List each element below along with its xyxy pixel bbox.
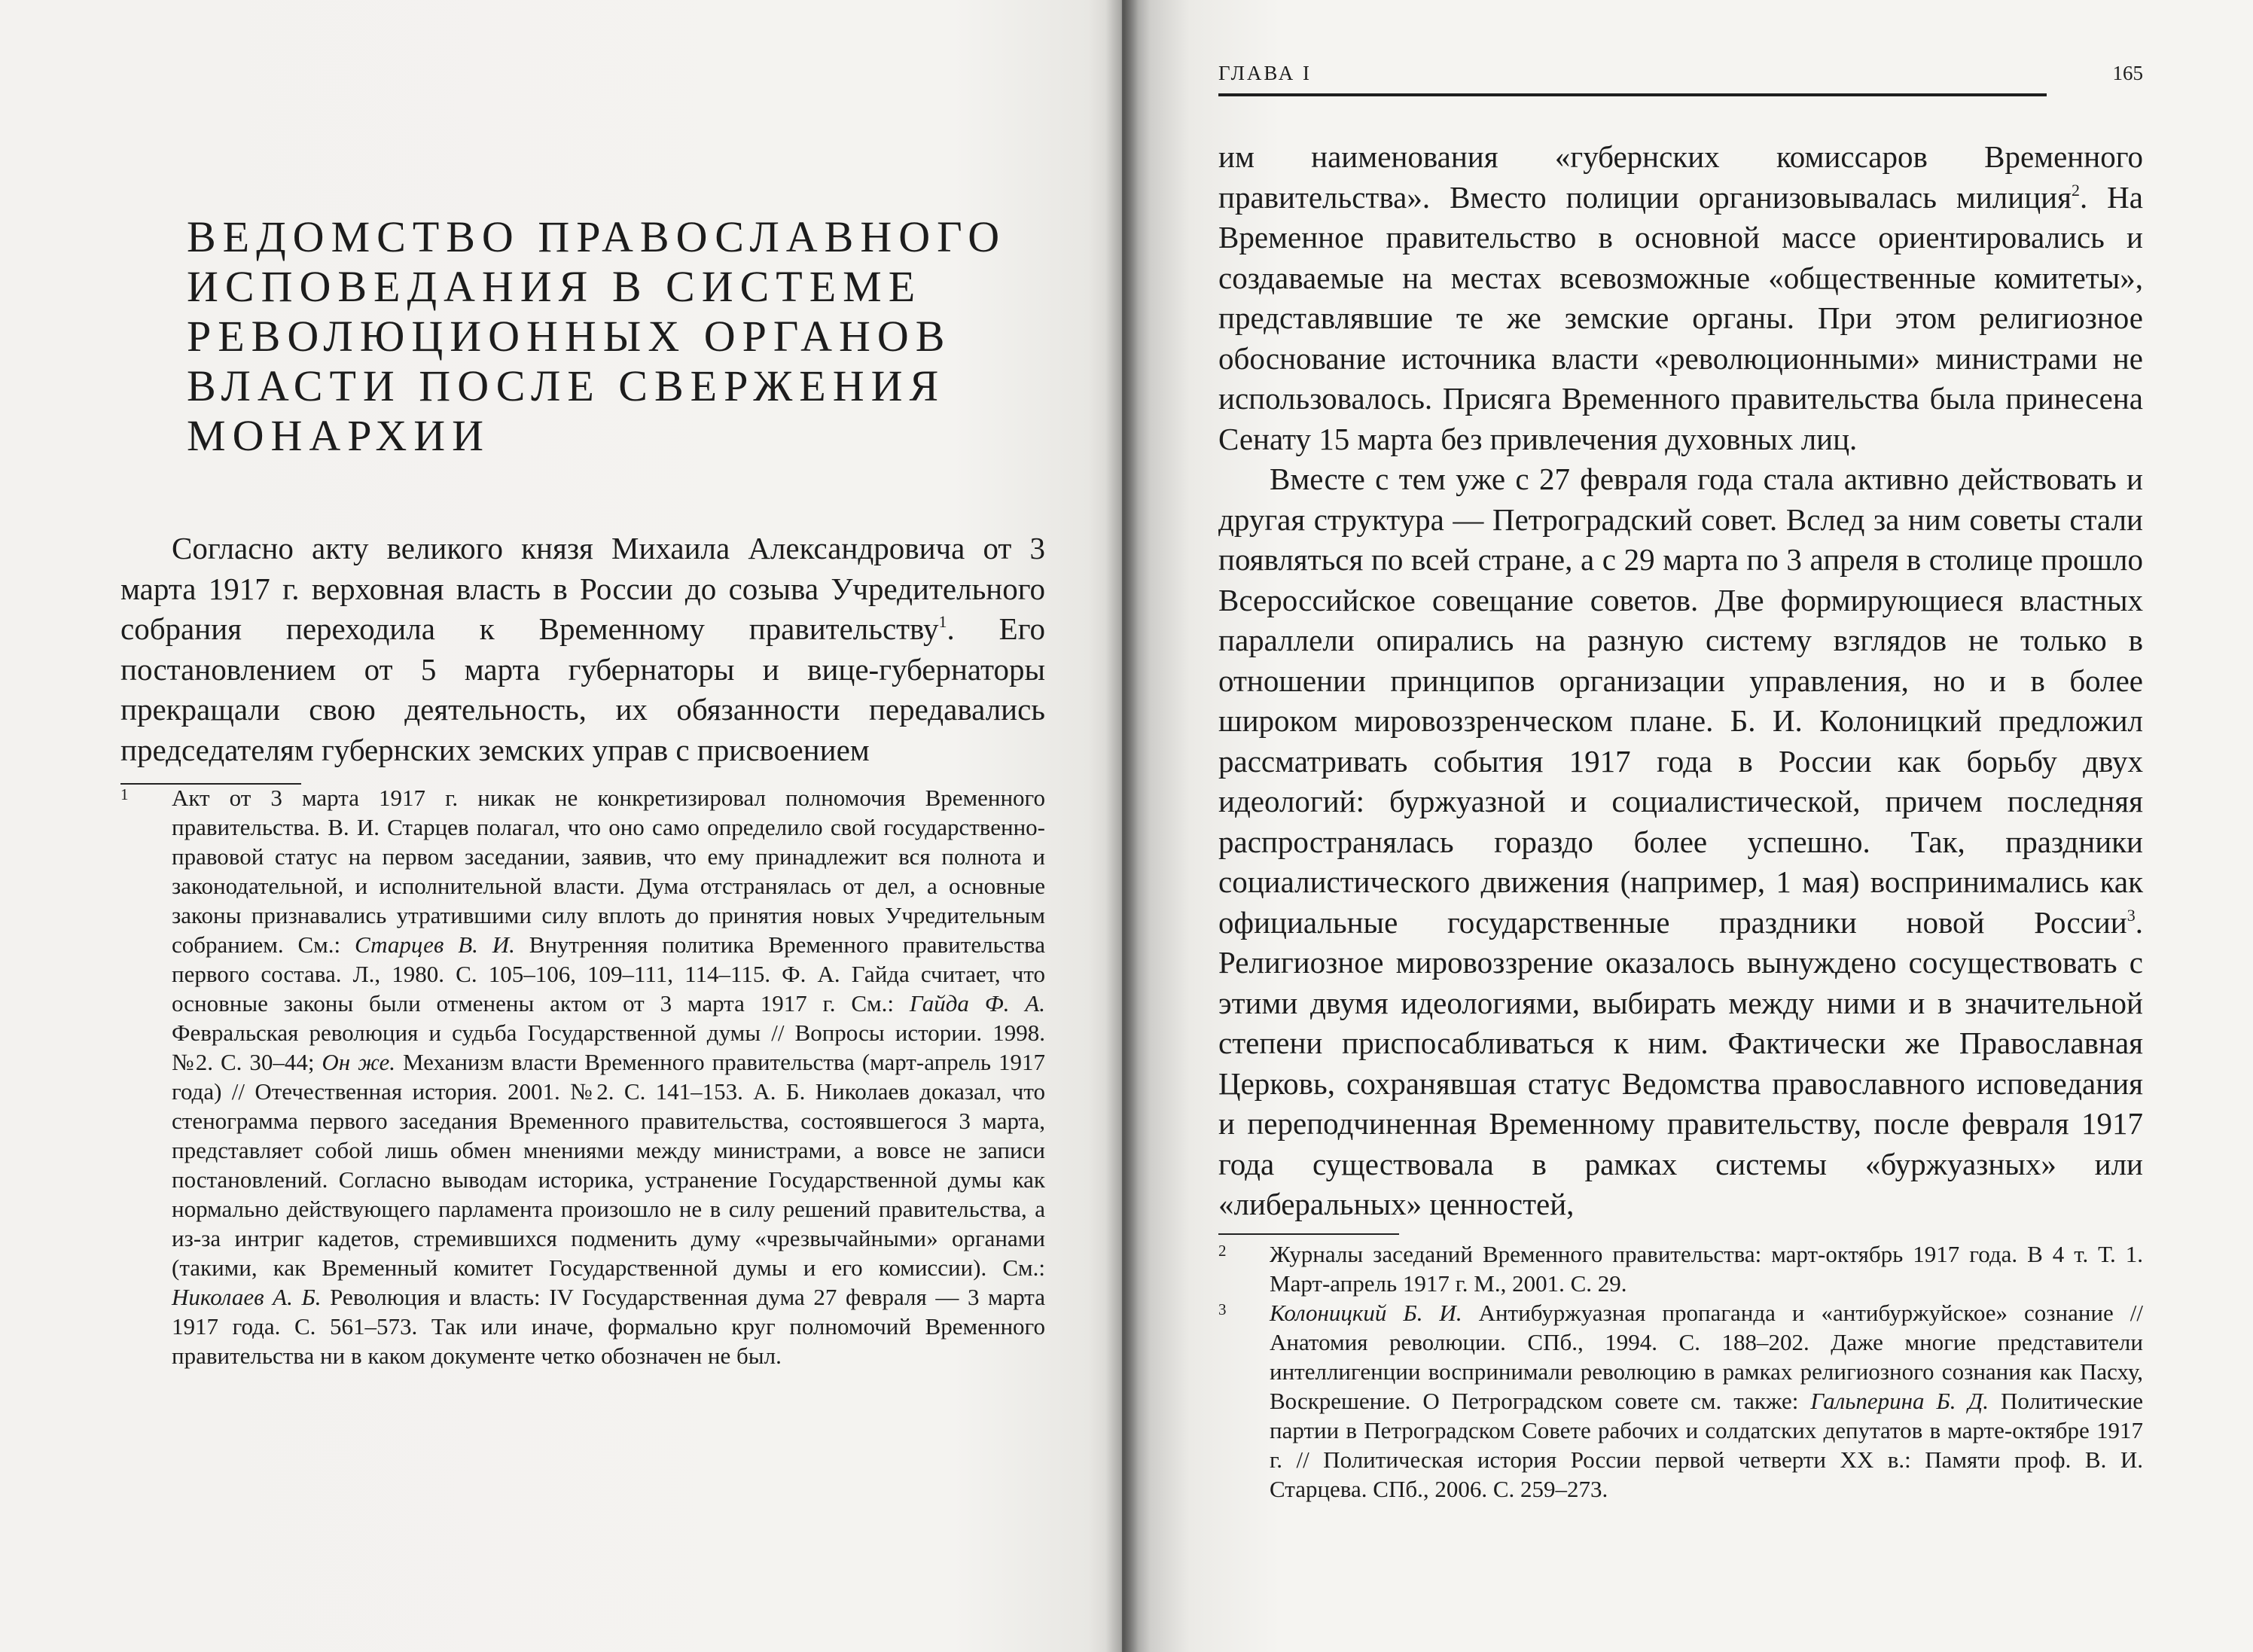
left-body-text (120, 529, 1045, 770)
footnote-2: 2 Журналы заседаний Временного правительства: март-октябрь 1917 года. В 4 т. Т. 1. Март-апрель 1917 г. М., 2001. С. 29. (1218, 1239, 2143, 1298)
footnote-number: 3 (1218, 1300, 1227, 1318)
running-head (1218, 62, 2143, 96)
footnote-separator (1218, 1233, 1399, 1235)
footnote-3: 3 Колоницкий Б. И. Антибуржуазная пропаганда и «антибуржуйское» сознание // Анатомия революции. СПб., 1994. С. 188–202. Даже многие представители интеллигенции воспринимали революцию в рамках религиозного сознания как Пасху, Воскрешение. О Петроградском совете см. также: Гальперина Б. Д. Политические партии в Петроградском Совете рабочих и солдатских депутатов в марте-октябре 1917 г. // Политическая история России первой четверти XX в.: Памяти проф. В. И. Старцева. СПб., 2006. С. 259–273. (1218, 1298, 2143, 1504)
chapter-title: ВЕДОМСТВО ПРАВОСЛАВНОГО ИСПОВЕДАНИЯ В СИСТЕМЕ РЕВОЛЮЦИОННЫХ ОРГАНОВ ВЛАСТИ ПОСЛЕ СВЕРЖЕНИЯ МОНАРХИИ (187, 212, 1007, 460)
left-footnotes (120, 783, 1045, 1370)
running-head-chapter: ГЛАВА I (1218, 62, 1312, 84)
footnote-number: 2 (1218, 1242, 1227, 1260)
right-paragraph-1: им наименования «губернских комиссаров Временного правительства». Вместо полиции организовывалась милиция$^2$. На Временное правительство в основной массе ориентировались и создаваемые на местах всевозможные «общественные комитеты», представлявшие те же земские органы. При этом религиозное обоснование источника власти «революционными» министрами не использовалось. Присяга Временного правительства была принесена Сенату 15 марта без привлечения духовных лиц. (1218, 139, 2143, 456)
right-footnotes (1218, 1239, 2143, 1504)
right-paragraph-2: Вместе с тем уже с 27 февраля года стала активно действовать и другая структура — Петроградский совет. Вслед за ним советы стали появляться по всей стране, а с 29 марта по 3 апреля в столице прошло Всероссийское совещание советов. Две формирующиеся властных параллели опирались на разную систему взглядов не только в отношении принципов организации управления, но и в более широком мировоззренческом плане. Б. И. Колоницкий предложил рассматривать события 1917 года в России как борьбу двух идеологий: буржуазной и социалистической, причем последняя распространялась гораздо более успешно. Так, праздники социалистического движения (например, 1 мая) воспринимались как официальные государственные праздники новой России$^3$. Религиозное мировоззрение оказалось вынуждено сосуществовать с этими двумя идеологиями, выбирать между ними и в значительной степени приспосабливаться к ним. Фактически же Православная Церковь, сохранявшая статус Ведомства православного исповедания и переподчиненная Временному правительству, после февраля 1917 года существовала в рамках системы «буржуазных» или «либеральных» ценностей, (1218, 462, 2143, 1221)
footnote-number: 1 (120, 785, 129, 803)
left-page (0, 0, 1122, 1652)
header-rule (1218, 93, 2047, 96)
footnote-ref-3[interactable]: 3 (2126, 905, 2136, 925)
right-page (1122, 0, 2253, 1652)
page-number: 165 (2112, 62, 2143, 84)
left-paragraph: Согласно акту великого князя Михаила Александровича от 3 марта 1917 г. верховная власть в России до созыва Учредительного собрания переходила к Временному правительству$^1$. Его постановлением от 5 марта губернаторы и вице-губернаторы прекращали свою деятельность, их обязанности передавались председателям губернских земских управ с присвоением (120, 531, 1045, 767)
footnote-ref-2[interactable]: 2 (2071, 180, 2080, 200)
gutter-shadow (1105, 0, 1139, 1652)
footnote-ref-1[interactable]: 1 (938, 612, 947, 631)
right-body-text (1218, 137, 2143, 1225)
footnote-1: 1 Акт от 3 марта 1917 г. никак не конкретизировал полномочия Временного правительства. В. И. Старцев полагал, что оно само определило свой государственно-правовой статус на первом заседании, заявив, что ему принадлежит вся полнота и законодательной, и исполнительной власти. Дума отстранялась от дел, а основные законы признавались утратившими силу вплоть до принятия новых Учредительным собранием. См.: Старцев В. И. Внутренняя политика Временного правительства первого состава. Л., 1980. С. 105–106, 109–111, 114–115. Ф. А. Гайда считает, что основные законы были отменены актом от 3 марта 1917 г. См.: Гайда Ф. А. Февральская революция и судьба Государственной думы // Вопросы истории. 1998. №2. С. 30–44; Он же. Механизм власти Временного правительства (март-апрель 1917 года) // Отечественная история. 2001. №2. С. 141–153. А. Б. Николаев доказал, что стенограмма первого заседания Временного правительства, состоявшегося 3 марта, представляет собой лишь обмен мнениями между министрами, а вовсе не записи постановлений. Согласно выводам историка, устранение Государственной думы как нормально действующего парламента произошло не в силу решений правительства, а из-за интриг кадетов, стремившихся подменить думу «чрезвычайными» органами (такими, как Временный комитет Государственной думы и его комиссии). См.: Николаев А. Б. Революция и власть: IV Государственная дума 27 февраля — 3 марта 1917 года. С. 561–573. Так или иначе, формально круг полномочий Временного правительства ни в каком документе четко обозначен не был. (120, 783, 1045, 1370)
